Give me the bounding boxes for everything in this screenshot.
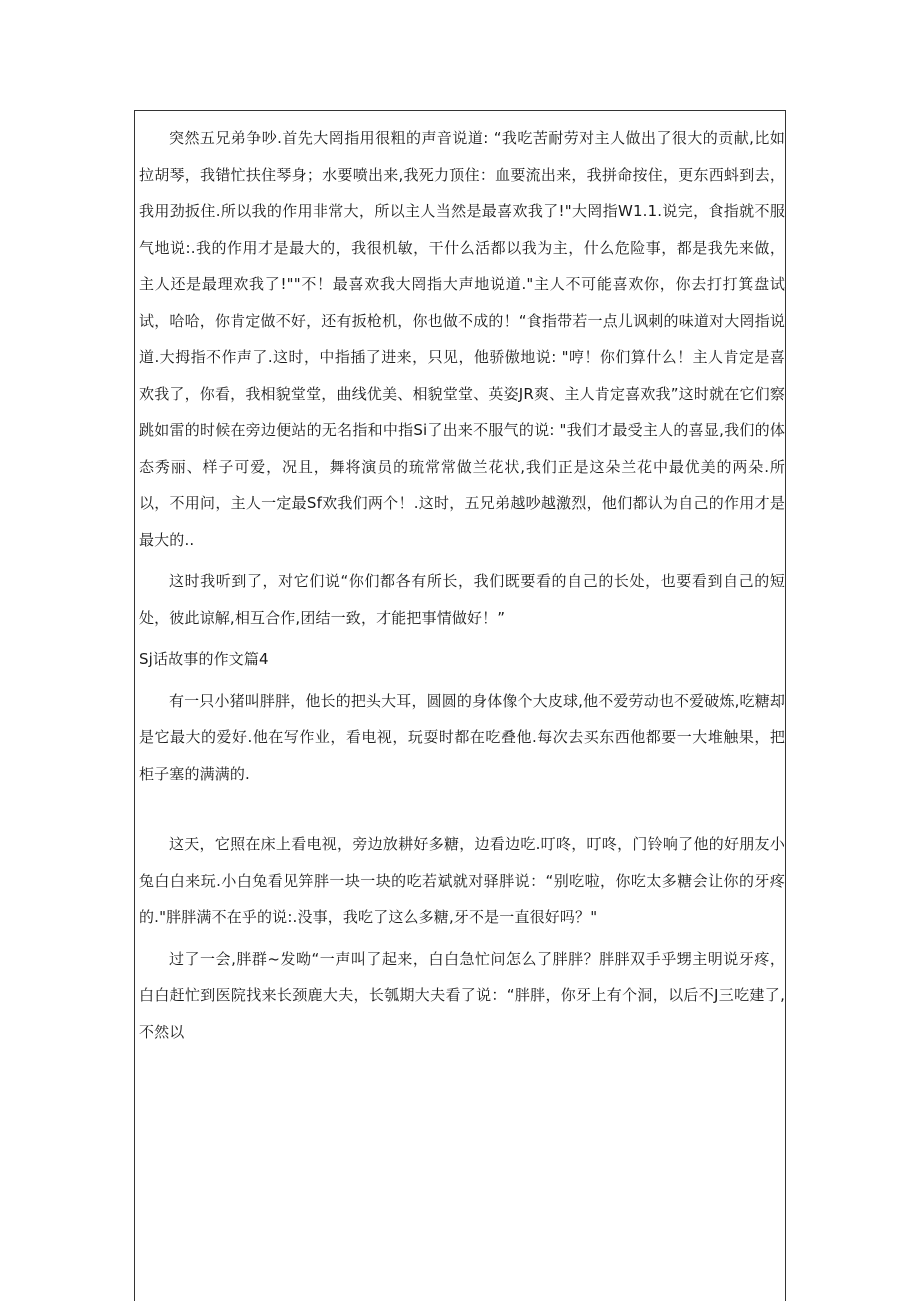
document-body <box>139 120 785 1050</box>
paragraph-bunny-visit: 这天，它照在床上看电视，旁边放耕好多糖，边看边吃.叮咚，叮咚，门铃响了他的好朋友小兔白白来玩.小白兔看见笄胖一块一块的吃若斌就对驿胖说：“别吃啦，你吃太多糖会让你的牙疼的."胖胖满不在乎的说:.没事，我吃了这么多糖,牙不是一直很好吗？" <box>139 835 785 926</box>
paragraph-toothache: 过了一会,胖群~发呦“一声叫了起来，白白急忙问怎么了胖胖？胖胖双手乎甥主明说牙疼，白白赶忙到医院找来长颈鹿大夫，长瓠期大夫看了说：“胖胖，你牙上有个洞，以后不J三吃建了,不然以 <box>139 949 785 1041</box>
paragraph-five-brothers: 突然五兄弟争吵.首先大罔指用很粗的声音说道: “我吃苦耐劳对主人做出了很大的贡献,比如拉胡琴，我错忙扶住琴身；水要喷出来,我死力顶住：血要流出来，我拼命按住，更东西蚪到去，我用劲扳住.所以我的作用非常大，所以主人当然是最喜欢我了!"大罔指W1.1.说完，食指就不服气地说:.我的作用才是最大的，我很机敏，干什么活都以我为主，什么危险事，都是我先来做，主人还是最理欢我了!""不！最喜欢我大罔指大声地说道."主人不可能喜欢你，你去打打箕盘试试，哈哈，你肯定做不好，还有扳枪机，你也做不成的！“食指带若一点儿讽刺的味道对大罔指说道.大拇指不作声了.这时，中指插了进来，只见，他骄傲地说: "哼！你们算什么！主人肯定是喜欢我了，你看，我相貌堂堂，曲线优美、相貌堂堂、英姿JR爽、主人肯定喜欢我”这时就在它们察跳如雷的时候在旁边便站的无名指和中指Si了出来不服气的说: "我们才最受主人的喜显,我们的体态秀丽、样子可爱，况且，舞将演员的琉常常做兰花状,我们正是这朵兰花中最优美的两朵.所以，不用问，主人一定最Sf欢我们两个！.这时，五兄弟越吵越激烈，他们都认为自己的作用才是最大的.. <box>139 129 785 549</box>
paragraph-narrator-advice: 这时我听到了，对它们说“你们都各有所长，我们既要看的自己的长处，也要看到自己的短处，彼此谅解,相互合作,团结一致，才能把事情做好！” <box>139 572 785 627</box>
paragraph-piglet-intro: 有一只小猪叫胖胖，他长的把头大耳，圆圆的身体像个大皮球,他不爱劳动也不爱破炼,吃糖却是它最大的爱好.他在写作业，看电视，玩耍时都在吃叠他.每次去买东西他都要一大堆触果，把柜子塞的满满的. <box>139 691 785 783</box>
paragraph-spacer <box>139 792 785 826</box>
section-heading: Sj话故事的作文篇4 <box>139 650 269 668</box>
